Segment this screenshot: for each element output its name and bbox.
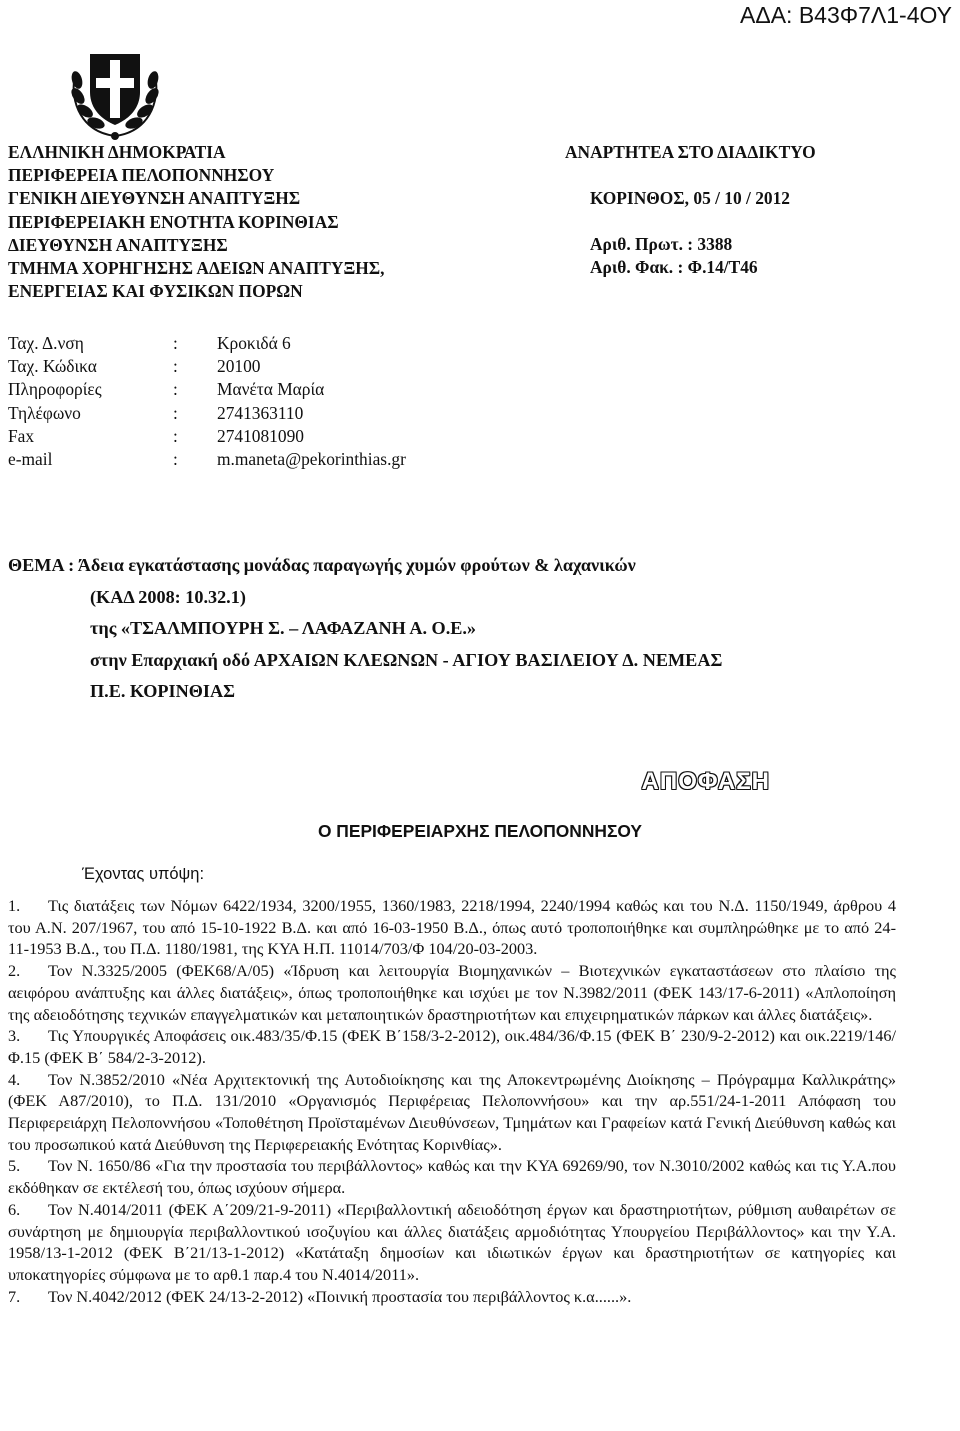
item-text: Τον Ν.4042/2012 (ΦΕΚ 24/13-2-2012) «Ποινική προστασία του περιβάλλοντος κ.α......». [48,1286,632,1306]
contact-row [8,425,406,448]
legal-basis-item [8,1286,896,1308]
contact-row [8,355,406,378]
contact-separator: : [173,356,178,377]
contact-row [8,378,406,401]
contact-row [8,402,406,425]
contact-value: 20100 [217,356,261,377]
contact-label: Πληροφορίες [8,379,102,400]
subject-line: στην Επαρχιακή οδό ΑΡΧΑΙΩΝ ΚΛΕΩΝΩΝ - ΑΓΙΟΥ ΒΑΣΙΛΕΙΟΥ Δ. ΝΕΜΕΑΣ [90,649,723,670]
protocol-number: Αριθ. Πρωτ. : 3388 [590,234,733,254]
posting-notice: ΑΝΑΡΤΗΤΕΑ ΣΤΟ ΔΙΑΔΙΚΤΥΟ [565,142,816,162]
item-text: Τον Ν.4014/2011 (ΦΕΚ Α΄209/21-9-2011) «Περιβαλλοντική αδειοδότηση έργων και δραστηριοτήτων, ρύθμιση αυθαιρέτων σε συνάρτηση με δημιουργία περιβαλλοντικού ισοζυγίου και άλλες διατάξεις αρμοδιότητας Υπουργείου Περιβάλλοντος» και την Υ.Α. 1958/13-1-2012 (ΦΕΚ Β΄21/13-1-2012) «Κατάταξη δημοσίων και ιδιωτικών έργων και δραστηριοτήτων σε κατηγορίες και υποκατηγορίες σύμφωνα με το αρθ.1 παρ.4 του Ν.4014/2011». [8,1199,896,1284]
contact-row [8,448,406,471]
item-text: Τον Ν.3325/2005 (ΦΕΚ68/Α/05) «Ίδρυση και λειτουργία Βιομηχανικών – Βιοτεχνικών εγκαταστάσεων στο πλαίσιο της αειφόρου ανάπτυξης και άλλες διατάξεις», όπως τροποποιήθηκε και ισχύει με τον Ν.3982/2011 (ΦΕΚ 143/17-6-2011) «Απλοποίηση της αδειοδότησης τεχνικών επαγγελματικών και μεταποιητικών δραστηριοτήτων και επιχειρηματικών πάρκων και άλλες διατάξεις». [8,961,896,1024]
authority-line: ΓΕΝΙΚΗ ΔΙΕΥΘΥΝΣΗ ΑΝΑΠΤΥΞΗΣ [8,188,301,209]
contact-label: Fax [8,425,35,446]
contact-separator: : [173,333,178,353]
legal-basis-item [8,895,896,960]
contact-value: 2741081090 [217,425,304,446]
authority-line: ΤΜΗΜΑ ΧΟΡΗΓΗΣΗΣ ΑΔΕΙΩΝ ΑΝΑΠΤΥΞΗΣ, [8,258,385,279]
item-number: 5. [8,1156,21,1176]
authority-line: ΔΙΕΥΘΥΝΣΗ ΑΝΑΠΤΥΞΗΣ [8,234,228,255]
authority-line: ΠΕΡΙΦΕΡΕΙΑΚΗ ΕΝΟΤΗΤΑ ΚΟΡΙΝΘΙΑΣ [8,211,339,232]
item-number: 7. [8,1286,21,1306]
contact-value: 2741363110 [217,402,304,423]
greek-cross-wreath-icon [63,40,167,144]
contact-separator: : [173,425,178,446]
ada-code: ΑΔΑ: Β43Φ7Λ1-4ΟΥ [740,2,952,28]
contact-label: Ταχ. Κώδικα [8,356,97,377]
authority-line: ΕΛΛΗΝΙΚΗ ΔΗΜΟΚΡΑΤΙΑ [8,142,226,162]
regional-governor-title: Ο ΠΕΡΙΦΕΡΕΙΑΡΧΗΣ ΠΕΛΟΠΟΝΝΗΣΟΥ [317,821,643,841]
authority-line: ΕΝΕΡΓΕΙΑΣ ΚΑΙ ΦΥΣΙΚΩΝ ΠΟΡΩΝ [8,281,303,302]
file-number: Αριθ. Φακ. : Φ.14/Τ46 [590,257,758,277]
legal-basis-list [8,895,896,1307]
legal-basis-item [8,1155,896,1198]
contact-label: Τηλέφωνο [8,402,81,423]
considering-heading: Έχοντας υπόψη: [82,865,205,883]
item-number: 4. [8,1069,21,1089]
legal-basis-item [8,960,896,1025]
email-value: m.maneta@pekorinthias.gr [217,449,406,470]
contact-label: Ταχ. Δ.νση [8,333,84,353]
item-number: 6. [8,1199,21,1219]
contact-details [8,332,406,471]
place-date: ΚΟΡΙΝΘΟΣ, 05 / 10 / 2012 [590,188,790,208]
subject-line: Π.Ε. ΚΟΡΙΝΘΙΑΣ [90,681,236,701]
item-text: Τις διατάξεις των Νόμων 6422/1934, 3200/1955, 1360/1983, 2218/1994, 2240/1994 καθώς και του Ν.Δ. 1150/1949, άρθρου 4 του Α.Ν. 207/1967, του από 15-10-1922 Β.Δ. και από 16-03-1950 Β.Δ., όπως αυτό τροποποιήθηκε και συμπληρώθηκε με το από 24-11-1953 Β.Δ., του Π.Δ. 1180/1981, της ΚΥΑ Η.Π. 11014/703/Φ 104/20-03-2003. [8,896,896,959]
item-number: 2. [8,961,21,981]
legal-basis-item [8,1069,896,1156]
item-text: Τον Ν.3852/2010 «Νέα Αρχιτεκτονική της Αυτοδιοίκησης και της Αποκεντρωμένης Διοίκησης – Πρόγραμμα Καλλικράτης» (ΦΕΚ Α87/2010), το Π.Δ. 131/2010 «Οργανισμός Περιφέρειας Πελοποννήσου» και την αρ.551/24-1-2011 Απόφαση του Περιφερειάρχη Πελοποννήσου «Τοποθέτηση Προϊσταμένων Διευθύνσεων, Τμημάτων και Γραφείων κατά Γενική Διεύθυνση καθώς και του προσωπικού κατά Διεύθυνση της Περιφερειακής Ενότητας Κορινθίας». [8,1069,896,1154]
issuing-authority-block [8,141,384,303]
legal-basis-item [8,1025,896,1068]
item-text: Τον Ν. 1650/86 «Για την προστασία του περιβάλλοντος» καθώς και την ΚΥΑ 69269/90, τον Ν.3010/2002 καθώς και τις Υ.Α.που εκδόθηκαν σε εκτέλεσή του, όπως ισχύουν σήμερα. [8,1156,896,1198]
decision-title: ΑΠΟΦΑΣΗ [641,768,770,795]
subject-line: (ΚΑΔ 2008: 10.32.1) [90,586,246,607]
item-text: Τις Υπουργικές Αποφάσεις οικ.483/35/Φ.15 (ΦΕΚ Β΄158/3-2-2012), οικ.484/36/Φ.15 (ΦΕΚ Β΄ 230/9-2-2012) και οικ.2219/146/Φ.15 (ΦΕΚ Β΄ 584/2-3-2012). [8,1026,896,1067]
contact-label: e-mail [8,449,53,470]
subject-line: της «ΤΣΑΛΜΠΟΥΡΗ Σ. – ΛΑΦΑΖΑΝΗ Α. Ο.Ε.» [90,618,477,638]
contact-separator: : [173,379,178,400]
contact-value: Κροκιδά 6 [217,333,291,353]
item-number: 1. [8,896,21,915]
contact-row [8,332,406,355]
item-number: 3. [8,1026,21,1046]
subject-block [8,550,722,708]
legal-basis-item [8,1199,896,1286]
contact-value: Μανέτα Μαρία [217,379,325,400]
authority-line: ΠΕΡΙΦΕΡΕΙΑ ΠΕΛΟΠΟΝΝΗΣΟΥ [8,165,275,186]
contact-separator: : [173,402,178,423]
subject-line: ΘΕΜΑ : Άδεια εγκατάστασης μονάδας παραγωγής χυμών φρούτων & λαχανικών [8,555,636,575]
contact-separator: : [173,449,178,470]
